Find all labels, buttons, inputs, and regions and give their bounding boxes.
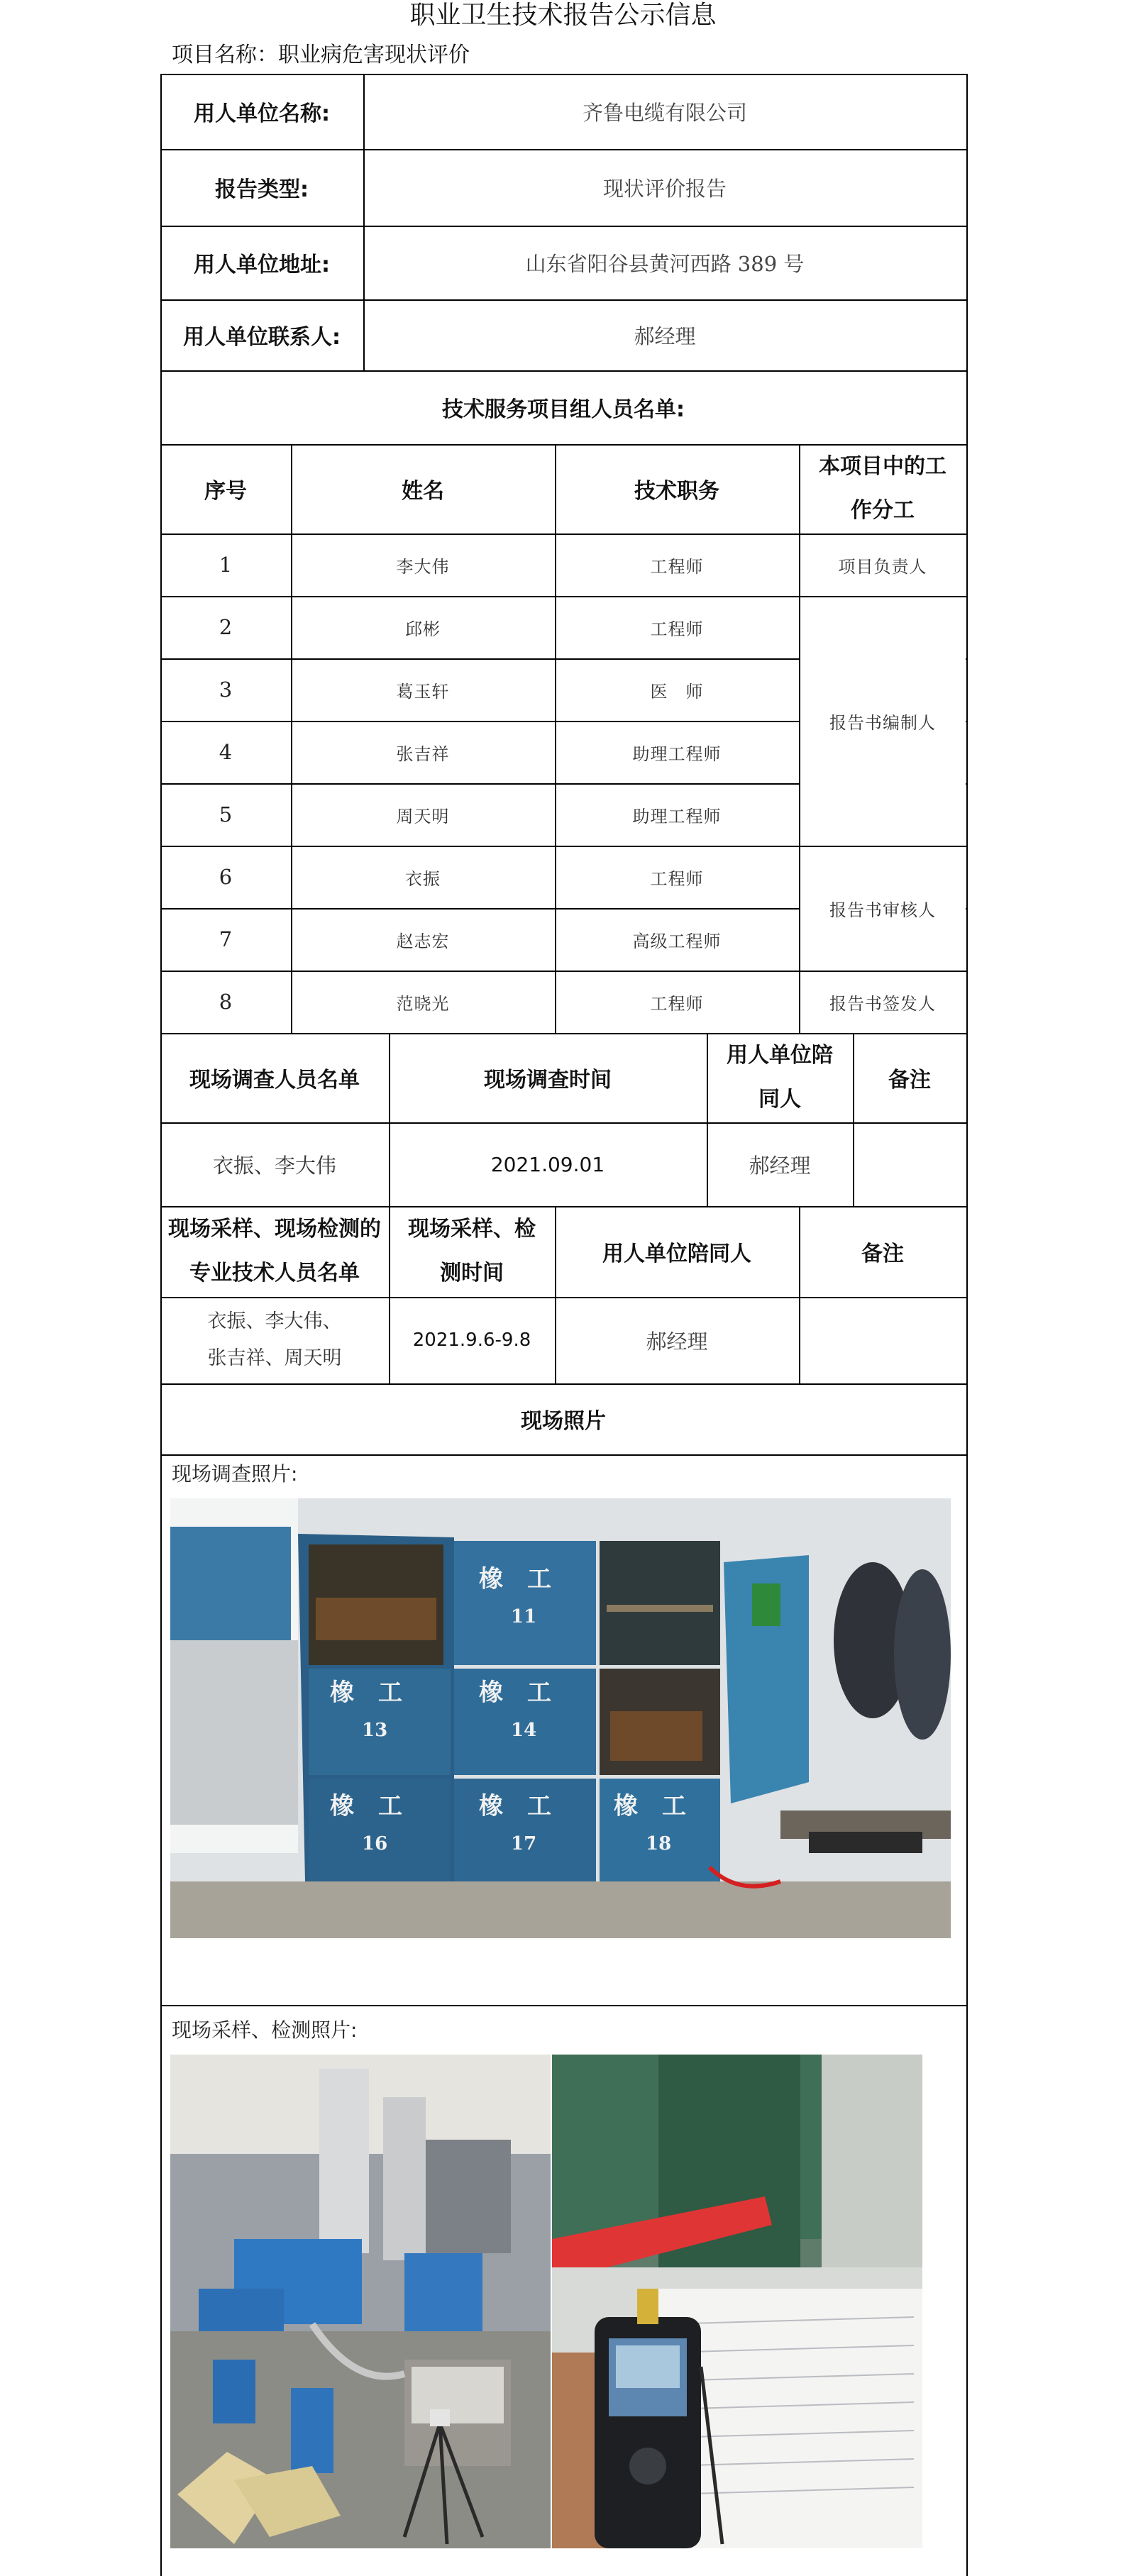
locker-label-16-num: 16 xyxy=(362,1833,388,1854)
locker-label-16-title: 橡 工 xyxy=(330,1792,402,1820)
locker-label-18-num: 18 xyxy=(646,1833,672,1854)
member-no: 8 xyxy=(219,990,233,1014)
workshop-photo-image xyxy=(170,2055,551,2548)
survey-photo-image xyxy=(170,1498,951,1938)
sampling-note xyxy=(799,1297,966,1383)
project-name: 项目名称：职业病危害现状评价 xyxy=(172,43,470,67)
sampling-photo-meter xyxy=(552,2055,922,2548)
info-value-type: 现状评价报告 xyxy=(602,176,727,201)
survey-names: 衣振、李大伟 xyxy=(212,1153,336,1178)
info-value-company: 齐鲁电缆有限公司 xyxy=(582,100,747,125)
sampling-names-line1: 衣振、李大伟、 xyxy=(207,1310,342,1332)
member-name: 衣振 xyxy=(405,868,441,889)
col-header-no: 序号 xyxy=(204,479,247,504)
member-no: 2 xyxy=(219,615,233,639)
member-name: 赵志宏 xyxy=(396,931,450,951)
survey-photo-label: 现场调查照片: xyxy=(172,1462,298,1486)
member-title: 工程师 xyxy=(650,619,704,639)
sampling-names xyxy=(160,1297,389,1383)
survey-header-time: 现场调查时间 xyxy=(484,1068,612,1093)
col-header-name: 姓名 xyxy=(402,479,444,504)
member-title: 工程师 xyxy=(650,556,704,577)
meter-photo-image xyxy=(552,2055,922,2548)
member-no: 1 xyxy=(219,553,233,577)
info-label-contact: 用人单位联系人: xyxy=(183,325,341,350)
member-name: 范晓光 xyxy=(396,993,450,1014)
table-rule xyxy=(966,74,968,2576)
survey-note xyxy=(853,1122,966,1206)
member-title: 工程师 xyxy=(650,993,704,1014)
sampling-photo-label: 现场采样、检测照片: xyxy=(172,2018,358,2042)
survey-header-names: 现场调查人员名单 xyxy=(189,1068,360,1093)
survey-header-escort: 用人单位陪同人 xyxy=(727,1043,833,1112)
member-title: 高级工程师 xyxy=(632,931,722,951)
table-rule xyxy=(160,2005,968,2006)
member-name: 邱彬 xyxy=(405,619,441,639)
role-project-leader: 项目负责人 xyxy=(838,556,927,577)
info-label-type: 报告类型: xyxy=(215,177,309,202)
sampling-names-line2: 张吉祥、周天明 xyxy=(207,1347,342,1369)
survey-date: 2021.09.01 xyxy=(490,1152,605,1176)
member-no: 6 xyxy=(219,865,233,889)
sampling-header-note: 备注 xyxy=(861,1242,904,1266)
member-name: 葛玉轩 xyxy=(396,681,450,702)
member-name: 张吉祥 xyxy=(396,743,450,764)
info-label-company: 用人单位名称: xyxy=(194,101,330,126)
info-value-contact: 郝经理 xyxy=(634,324,696,348)
member-no: 3 xyxy=(219,678,233,702)
locker-label-17-num: 17 xyxy=(511,1833,537,1854)
sampling-header-escort: 用人单位陪同人 xyxy=(602,1242,751,1266)
role-report-issuer: 报告书签发人 xyxy=(829,993,936,1014)
info-label-address: 用人单位地址: xyxy=(194,253,330,277)
locker-label-13-num: 13 xyxy=(362,1720,388,1741)
sampling-header-names: 现场采样、现场检测的专业技术人员名单 xyxy=(168,1217,381,1286)
sampling-photo-workshop xyxy=(170,2055,551,2548)
member-title: 工程师 xyxy=(650,868,704,889)
locker-label-13-title: 橡 工 xyxy=(330,1679,402,1707)
col-header-role: 本项目中的工作分工 xyxy=(819,454,946,523)
member-no: 7 xyxy=(219,927,233,951)
info-value-address: 山东省阳谷县黄河西路 389 号 xyxy=(525,251,805,276)
survey-header-note: 备注 xyxy=(888,1068,931,1093)
role-report-author: 报告书编制人 xyxy=(829,712,936,733)
survey-escort: 郝经理 xyxy=(749,1153,811,1178)
sampling-escort: 郝经理 xyxy=(646,1329,708,1354)
member-name: 周天明 xyxy=(396,806,450,827)
photos-heading: 现场照片 xyxy=(521,1409,606,1434)
member-name: 李大伟 xyxy=(396,556,450,577)
locker-label-14-num: 14 xyxy=(511,1720,537,1741)
locker-label-11-num: 11 xyxy=(511,1606,537,1627)
team-heading: 技术服务项目组人员名单: xyxy=(442,397,685,422)
table-rule xyxy=(160,1454,968,1456)
locker-label-11-title: 橡 工 xyxy=(479,1565,551,1593)
page-title: 职业卫生技术报告公示信息 xyxy=(409,1,717,30)
survey-photo xyxy=(170,1498,951,1938)
sampling-date: 2021.9.6-9.8 xyxy=(412,1330,531,1351)
locker-label-18-title: 橡 工 xyxy=(614,1792,686,1820)
locker-label-14-title: 橡 工 xyxy=(479,1679,551,1707)
role-report-reviewer: 报告书审核人 xyxy=(829,900,936,920)
member-title: 助理工程师 xyxy=(632,806,722,827)
member-no: 4 xyxy=(219,740,233,764)
member-no: 5 xyxy=(219,802,233,827)
member-title: 医 师 xyxy=(650,681,704,702)
col-header-title: 技术职务 xyxy=(634,479,719,504)
locker-label-17-title: 橡 工 xyxy=(479,1792,551,1820)
member-title: 助理工程师 xyxy=(632,743,722,764)
sampling-header-time: 现场采样、检测时间 xyxy=(408,1217,536,1286)
